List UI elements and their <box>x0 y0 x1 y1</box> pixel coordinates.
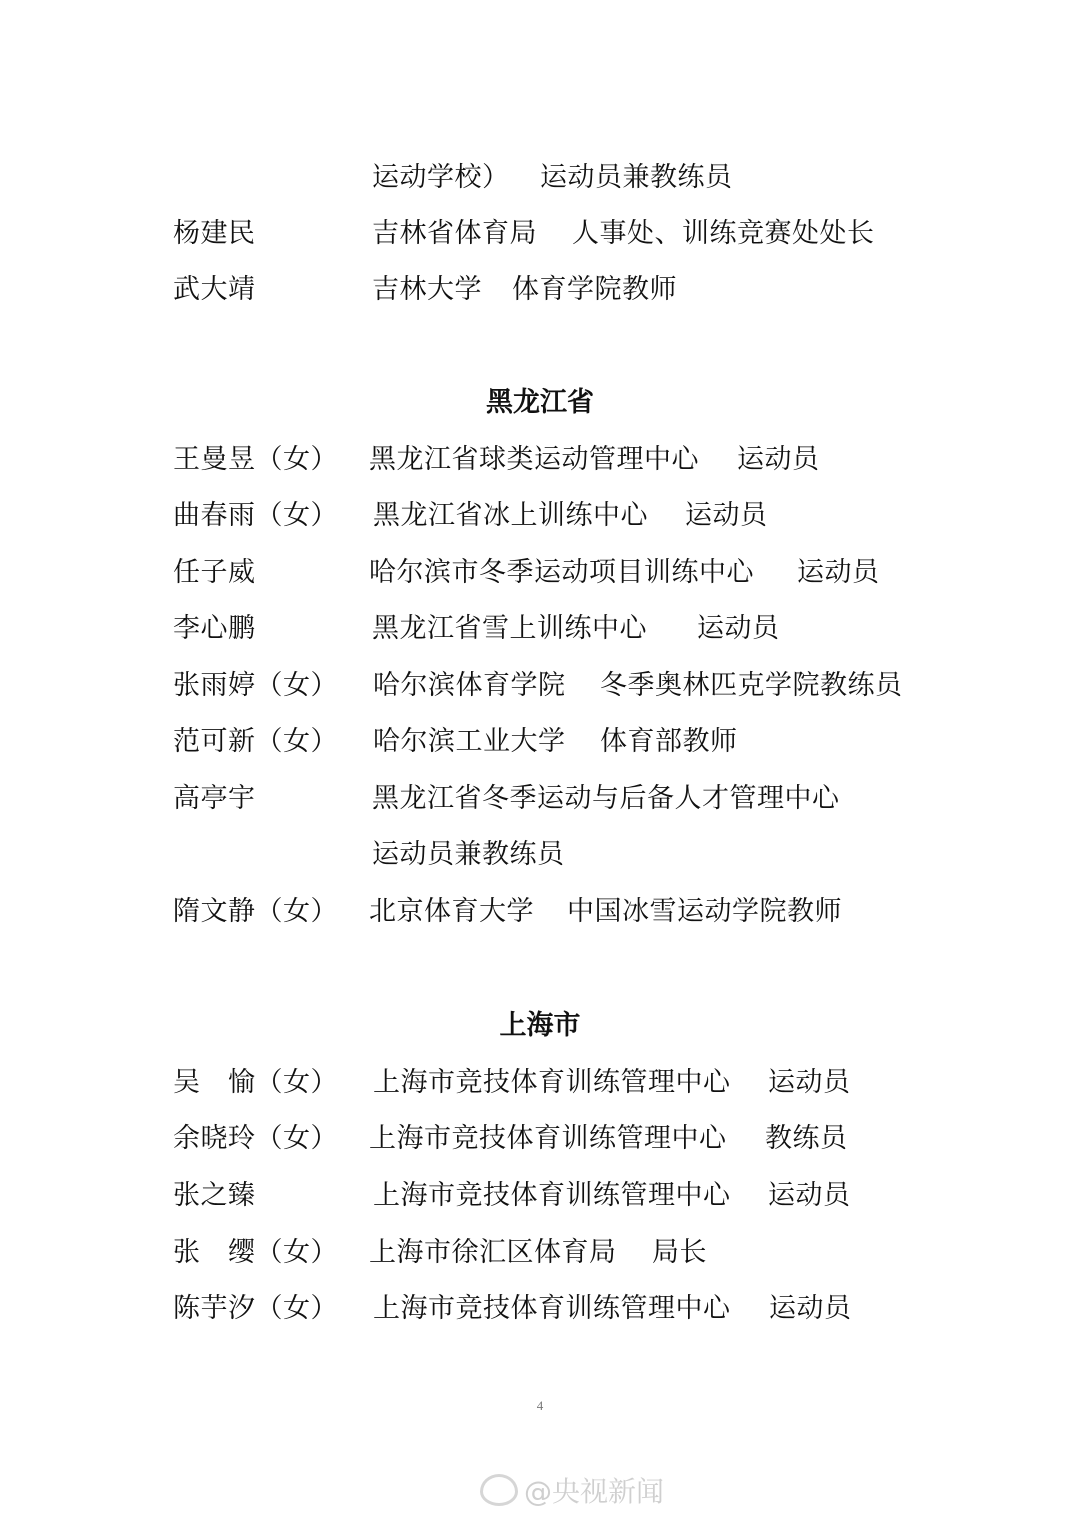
weibo-watermark <box>480 1470 664 1510</box>
entry-org: 上海市竞技体育训练管理中心 <box>373 1180 731 1211</box>
entry-org: 黑龙江省雪上训练中心 <box>372 613 647 644</box>
entry-org: 哈尔滨市冬季运动项目训练中心 <box>369 557 754 588</box>
entry-name: 范可新（女） <box>173 726 338 757</box>
entry-org: 黑龙江省球类运动管理中心 <box>369 444 699 475</box>
entry-title: 运动员兼教练员 <box>540 162 733 193</box>
entry-title: 教练员 <box>765 1123 848 1154</box>
entry-org: 哈尔滨体育学院 <box>373 670 566 701</box>
entry-title: 冬季奥林匹克学院教练员 <box>600 670 903 701</box>
section-heading: 黑龙江省 <box>486 387 594 418</box>
entry-name: 王曼昱（女） <box>173 444 338 475</box>
entry-title: 运动员 <box>737 444 820 475</box>
entry-name: 武大靖 <box>173 274 256 305</box>
entry-org: 黑龙江省冰上训练中心 <box>373 500 648 531</box>
entry-title: 中国冰雪运动学院教师 <box>567 896 842 927</box>
entry-org: 哈尔滨工业大学 <box>373 726 566 757</box>
watermark-text: @央视新闻 <box>524 1475 665 1508</box>
page-number: 4 <box>536 1398 544 1413</box>
entry-name: 张之臻 <box>173 1180 256 1211</box>
entry-org: 上海市竞技体育训练管理中心 <box>373 1293 731 1324</box>
entry-org: 上海市竞技体育训练管理中心 <box>369 1123 727 1154</box>
entry-title: 人事处、训练竞赛处处长 <box>572 218 875 249</box>
entry-name: 张 缨（女） <box>173 1237 338 1268</box>
entry-name: 吴 愉（女） <box>173 1067 338 1098</box>
weibo-logo-icon <box>480 1474 518 1506</box>
entry-title: 运动员 <box>697 613 780 644</box>
entry-title: 运动员 <box>768 1067 851 1098</box>
entry-name: 陈芋汐（女） <box>173 1293 338 1324</box>
entry-name: 张雨婷（女） <box>173 670 338 701</box>
entry-title: 运动员 <box>685 500 768 531</box>
entry-org: 吉林大学 <box>372 274 482 305</box>
entry-title: 局长 <box>652 1237 707 1268</box>
entry-name: 曲春雨（女） <box>173 500 338 531</box>
entry-org: 吉林省体育局 <box>372 218 537 249</box>
entry-title: 运动员 <box>769 1293 852 1324</box>
entry-org: 上海市竞技体育训练管理中心 <box>373 1067 731 1098</box>
entry-name: 余晓玲（女） <box>173 1123 338 1154</box>
entry-org: 运动学校） <box>372 162 510 193</box>
entry-org: 北京体育大学 <box>369 896 534 927</box>
entry-name: 李心鹏 <box>173 613 256 644</box>
entry-title: 运动员 <box>768 1180 851 1211</box>
entry-org: 上海市徐汇区体育局 <box>369 1237 617 1268</box>
entry-name: 杨建民 <box>173 218 256 249</box>
entry-name: 隋文静（女） <box>173 896 338 927</box>
entry-title: 体育学院教师 <box>512 274 677 305</box>
entry-name: 高亭宇 <box>173 783 256 814</box>
section-heading: 上海市 <box>499 1010 581 1041</box>
entry-org: 运动员兼教练员 <box>372 839 565 870</box>
entry-title: 体育部教师 <box>600 726 738 757</box>
entry-name: 任子威 <box>173 557 256 588</box>
entry-title: 运动员 <box>797 557 880 588</box>
entry-org: 黑龙江省冬季运动与后备人才管理中心 <box>372 783 840 814</box>
